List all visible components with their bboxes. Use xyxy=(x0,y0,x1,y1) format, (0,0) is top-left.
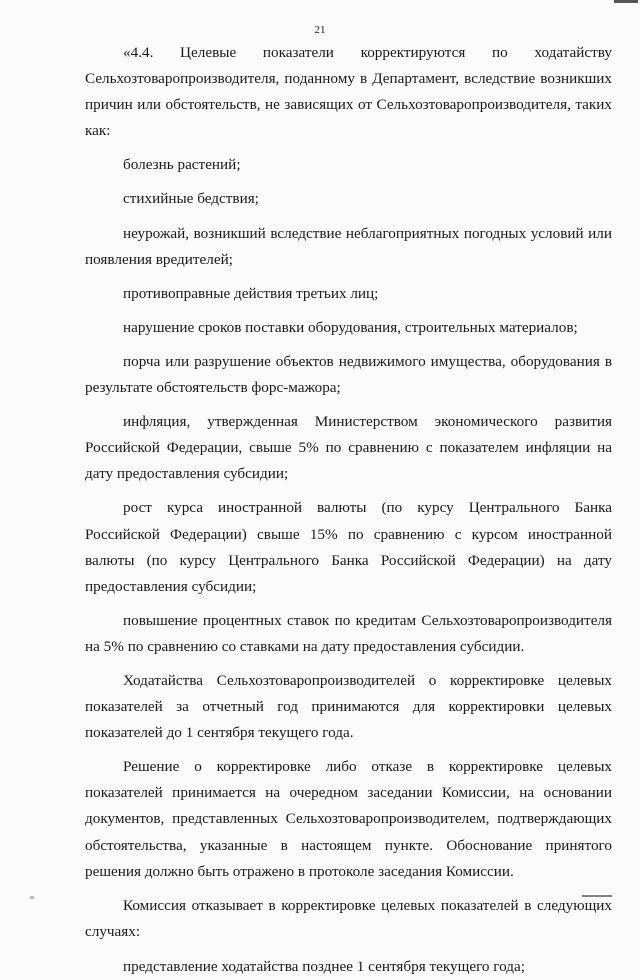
list-item-property-damage: порча или разрушение объектов недвижимого имущества, оборудования в результате обстоятельств форс-мажора; xyxy=(85,352,612,397)
paragraph-decision: Решение о корректировке либо отказе в корректировке целевых показателей принимается на очередном заседании Комиссии, на основании документов, представленных Сельхозтоваропроизводителем, подтверждающих обстоятельства, указанные в настоящем пункте. Обоснование принятого решения должно быть отражено в протоколе заседания Комиссии. xyxy=(85,758,612,880)
paragraph-petition-deadline: Ходатайства Сельхозтоваропроизводителей о корректировке целевых показателей за отчетный год принимаются для корректировки целевых показателей до 1 сентября текущего года. xyxy=(85,671,612,742)
list-item-interest-rates: повышение процентных ставок по кредитам Сельхозтоваропроизводителя на 5% по сравнению со ставками на дату предоставления субсидии. xyxy=(85,611,612,655)
document-text xyxy=(85,40,612,980)
scan-mark-bottom-left xyxy=(30,896,34,899)
list-item-late-petition: представление ходатайства позднее 1 сентября текущего года; xyxy=(123,957,525,975)
list-item-crop-failure: неурожай, возникший вследствие неблагоприятных погодных условий или появления вредителей; xyxy=(85,224,612,268)
scan-mark-bottom-right xyxy=(582,895,612,901)
paragraph-refusal-cases: Комиссия отказывает в корректировке целевых показателей в следующих случаях: xyxy=(85,896,612,940)
list-item-currency-rate: рост курса иностранной валюты (по курсу Центрального Банка Российской Федерации) свыше 15% по сравнению с курсом иностранной валюты (по курсу Центрального Банка Российской Федерации) на дату предоставления субсидии; xyxy=(85,499,612,595)
list-item-plant-disease: болезнь растений; xyxy=(123,156,241,174)
list-item-inflation: инфляция, утвержденная Министерством экономического развития Российской Федерации, свыше 5% по сравнению с показателем инфляции на дату предоставления субсидии; xyxy=(85,413,612,483)
paragraph-intro: «4.4. Целевые показатели корректируются по ходатайству Сельхозтоваропроизводителя, поданному в Департамент, вследствие возникших причин или обстоятельств, не зависящих от Сельхозтоваропроизводителя, таких как: xyxy=(85,44,612,140)
scan-mark-top-right xyxy=(614,0,638,3)
list-item-delivery-delays: нарушение сроков поставки оборудования, строительных материалов; xyxy=(123,318,578,336)
list-item-natural-disasters: стихийные бедствия; xyxy=(123,190,259,208)
list-item-third-party-actions: противоправные действия третьих лиц; xyxy=(123,284,379,302)
page-number: 21 xyxy=(314,24,326,36)
